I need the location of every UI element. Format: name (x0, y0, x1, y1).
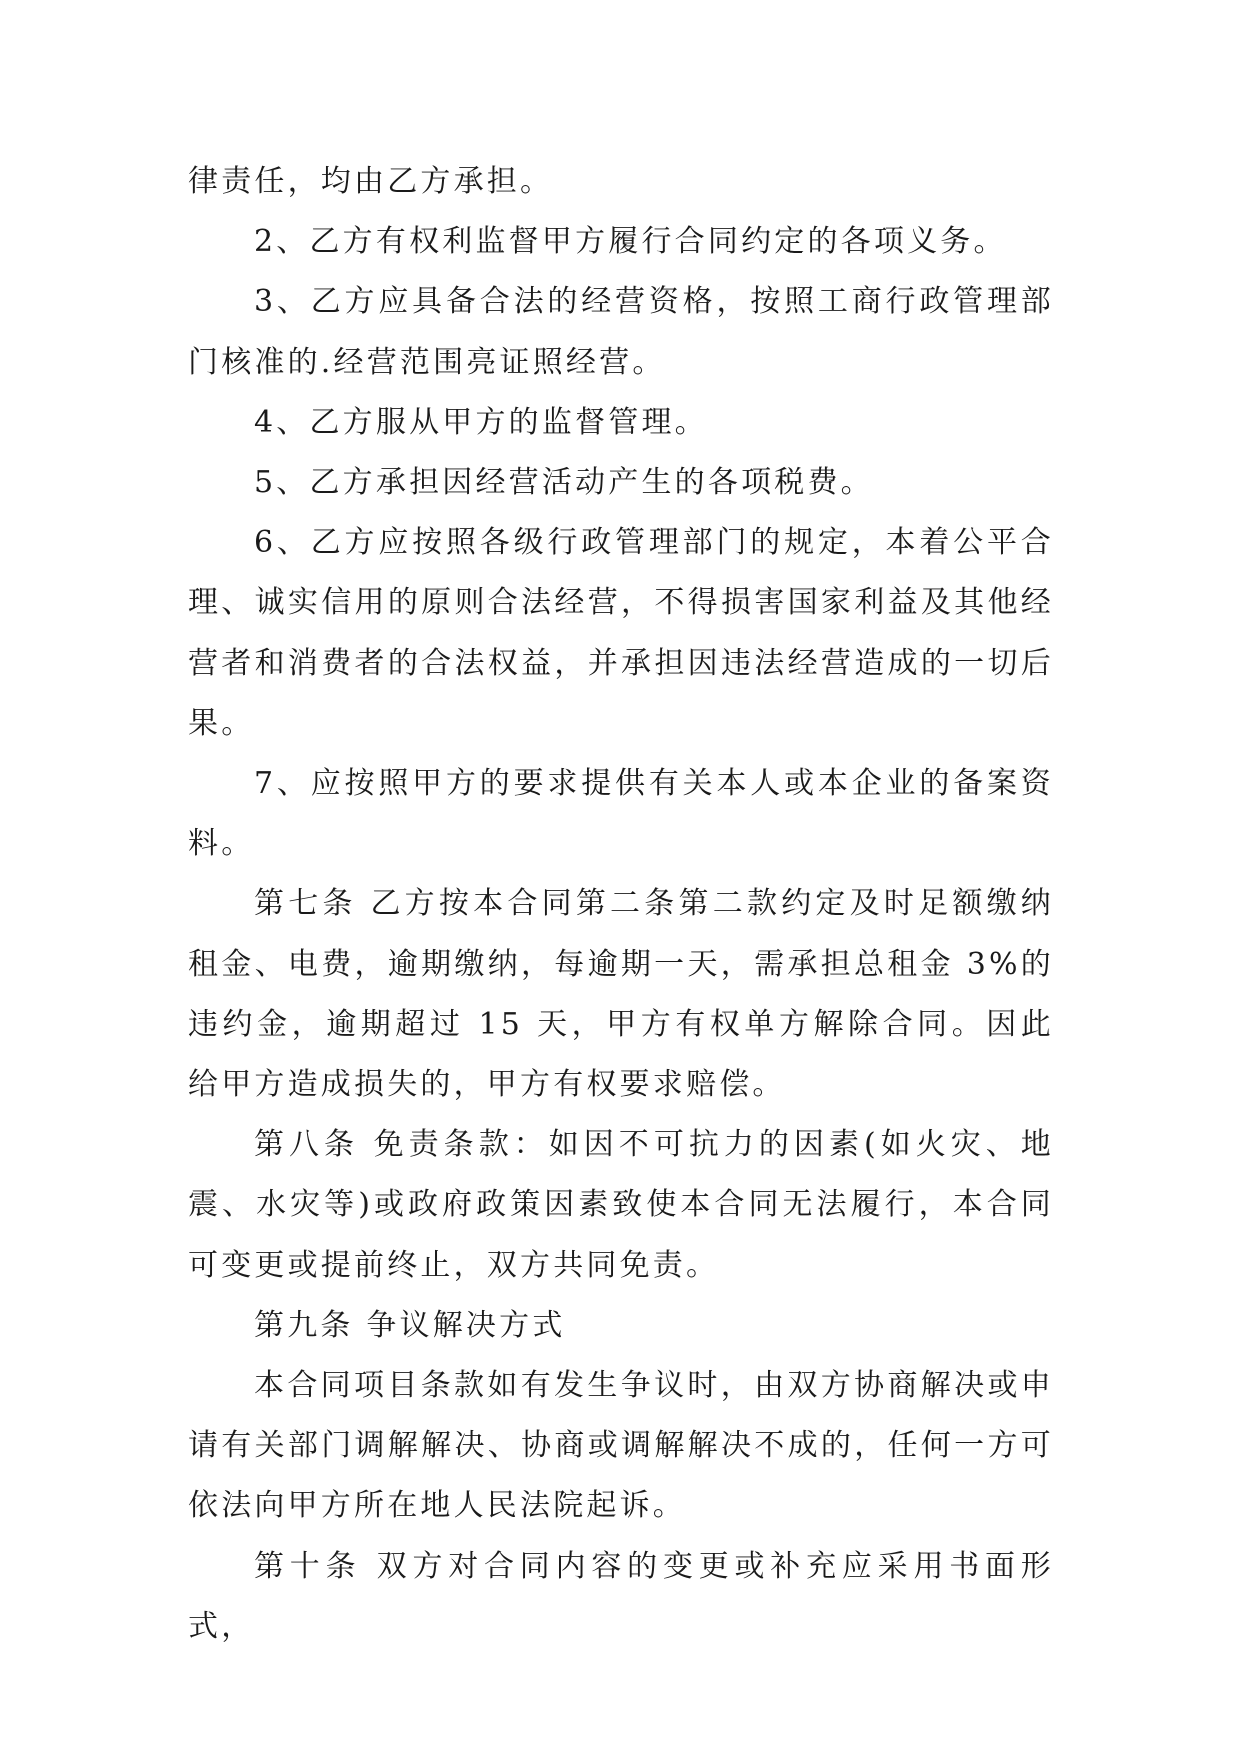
paragraph-article-9-heading: 第九条 争议解决方式 (254, 1307, 566, 1343)
paragraph-clause-4: 4、乙方服从甲方的监督管理。 (254, 404, 708, 440)
paragraph-article-7: 第七条 乙方按本合同第二条第二款约定及时足额缴纳租金、电费，逾期缴纳，每逾期一天，需承担总租金 3%的违约金，逾期超过 15 天，甲方有权单方解除合同。因此给甲方造成损失的，甲方有权要求赔偿。 (188, 886, 1054, 1103)
paragraph-clause-2: 2、乙方有权利监督甲方履行合同约定的各项义务。 (254, 224, 1007, 260)
paragraph-liability-continuation: 律责任，均由乙方承担。 (188, 164, 554, 199)
paragraph-clause-7: 7、应按照甲方的要求提供有关本人或本企业的备案资料。 (188, 766, 1054, 862)
paragraph-clause-3: 3、乙方应具备合法的经营资格，按照工商行政管理部门核准的.经营范围亮证照经营。 (188, 284, 1054, 380)
paragraph-article-8: 第八条 免责条款：如因不可抗力的因素(如火灾、地震、水灾等)或政府政策因素致使本合同无法履行，本合同可变更或提前终止，双方共同免责。 (188, 1127, 1054, 1283)
contract-body (188, 152, 1054, 1657)
paragraph-clause-6: 6、乙方应按照各级行政管理部门的规定，本着公平合理、诚实信用的原则合法经营，不得损害国家利益及其他经营者和消费者的合法权益，并承担因违法经营造成的一切后果。 (188, 525, 1054, 741)
paragraph-article-9-body: 本合同项目条款如有发生争议时，由双方协商解决或申请有关部门调解解决、协商或调解解决不成的，任何一方可依法向甲方所在地人民法院起诉。 (188, 1368, 1054, 1524)
paragraph-clause-5: 5、乙方承担因经营活动产生的各项税费。 (254, 465, 874, 501)
paragraph-article-10: 第十条 双方对合同内容的变更或补充应采用书面形式， (188, 1548, 1054, 1644)
